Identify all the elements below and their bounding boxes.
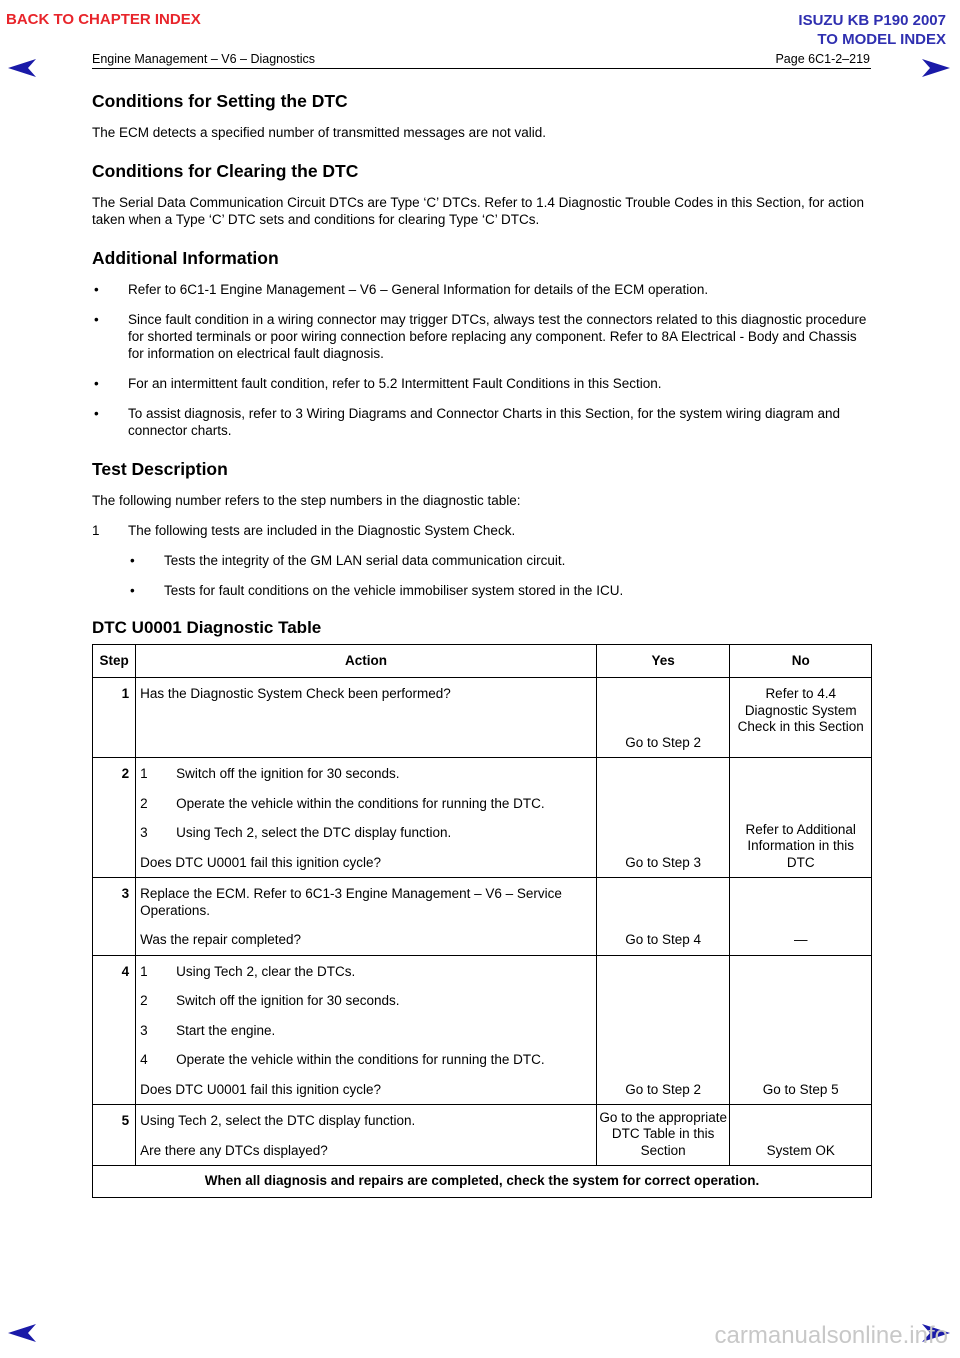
page-number: Page 6C1-2–219 [775,52,870,66]
back-to-chapter-index-link[interactable]: BACK TO CHAPTER INDEX [6,11,201,28]
sub-bullet-list [128,552,872,599]
no-cell: Refer to 4.4 Diagnostic System Check in this Section [730,678,872,758]
no-cell: Go to Step 5 [730,955,872,1105]
action-cell: Using Tech 2, select the DTC display function. Are there any DTCs displayed? [136,1105,597,1166]
page-content [92,90,872,1198]
bullet-icon: • [130,553,135,568]
item-number: 1 [92,523,100,538]
list-item: • For an intermittent fault condition, refer to 5.2 Intermittent Fault Conditions in this Section. [94,376,662,391]
section-heading: Conditions for Setting the DTC [92,91,348,111]
bullet-icon: • [94,406,99,421]
table-row [93,678,872,758]
list-item: • Since fault condition in a wiring connector may trigger DTCs, always test the connectors related to this diagnostic procedure for shorted terminals or poor wiring connection before replacing any component. Refer to 8A Electrical - Body and Chassis for information on electrical fault diagnosis. [94,312,867,361]
list-item: • Refer to 6C1-1 Engine Management – V6 – General Information for details of the ECM operation. [94,282,709,297]
to-model-index-link[interactable] [798,11,946,49]
page-header-title: Engine Management – V6 – Diagnostics [92,52,316,66]
model-index-label[interactable]: TO MODEL INDEX [817,31,946,48]
list-item: • Tests for fault conditions on the vehicle immobiliser system stored in the ICU. [130,583,624,598]
column-header-yes: Yes [596,645,730,678]
yes-cell: Go to Step 2 [596,955,730,1105]
section-text: The ECM detects a specified number of transmitted messages are not valid. [92,125,546,140]
table-row [93,878,872,956]
yes-cell: Go to Step 3 [596,758,730,878]
next-page-arrow-icon[interactable] [922,59,950,77]
item-text: The following tests are included in the Diagnostic System Check. [128,523,516,538]
yes-cell: Go to the appropriate DTC Table in this Section [596,1105,730,1166]
header-divider [92,68,871,69]
bullet-icon: • [94,312,99,327]
step-number: 1 [93,678,136,758]
step-number: 4 [93,955,136,1105]
yes-cell: Go to Step 2 [596,678,730,758]
list-item: • To assist diagnosis, refer to 3 Wiring Diagrams and Connector Charts in this Section, for the system wiring diagram and connector charts. [94,406,841,438]
yes-cell: Go to Step 4 [596,878,730,956]
bullet-list [92,281,872,439]
step-number: 3 [93,878,136,956]
table-footer-note: When all diagnosis and repairs are completed, check the system for correct operation. [93,1166,872,1198]
list-item: • Tests the integrity of the GM LAN serial data communication circuit. [130,553,566,568]
model-title[interactable]: ISUZU KB P190 2007 [798,12,946,29]
section-clearing [92,160,872,228]
no-cell: — [730,878,872,956]
section-heading: Test Description [92,459,228,479]
previous-page-arrow-icon[interactable] [8,59,36,77]
section-heading: Additional Information [92,248,279,268]
table-row [93,955,872,1105]
table-row [93,758,872,878]
section-text: The following number refers to the step numbers in the diagnostic table: [92,493,521,508]
section-additional-information [92,247,872,439]
bullet-icon: • [94,376,99,391]
numbered-item [92,522,872,539]
diagnostic-table [92,644,872,1198]
section-setting [92,90,872,141]
bullet-icon: • [130,583,135,598]
action-cell: 1 Switch off the ignition for 30 seconds. 2 Operate the vehicle within the conditions for running the DTC. 3 Using Tech 2, select the DTC display function. Does DTC U0001 fail this ignition cycle? [136,758,597,878]
bullet-icon: • [94,282,99,297]
no-cell: Refer to Additional Information in this DTC [730,758,872,878]
previous-page-arrow-bottom-icon[interactable] [8,1324,36,1342]
column-header-action: Action [136,645,597,678]
watermark: carmanualsonline.info [714,1322,948,1349]
no-cell: System OK [730,1105,872,1166]
step-number: 5 [93,1105,136,1166]
section-test-description [92,458,872,599]
column-header-step: Step [93,645,136,678]
step-number: 2 [93,758,136,878]
section-text: The Serial Data Communication Circuit DTCs are Type ‘C’ DTCs. Refer to 1.4 Diagnostic Trouble Codes in this Section, for action taken when a Type ‘C’ DTC sets and conditions for clearing Type ‘C’ DTCs. [92,195,865,227]
action-cell: Has the Diagnostic System Check been performed? [136,678,597,758]
table-title: DTC U0001 Diagnostic Table [92,618,322,637]
action-cell: Replace the ECM. Refer to 6C1-3 Engine Management – V6 – Service Operations. Was the repair completed? [136,878,597,956]
action-cell: 1 Using Tech 2, clear the DTCs. 2 Switch off the ignition for 30 seconds. 3 Start the engine. 4 Operate the vehicle within the conditions for running the DTC. Does DTC U0001 fail this ignition cycle? [136,955,597,1105]
table-header-row [93,645,872,678]
table-row [93,1105,872,1166]
column-header-no: No [730,645,872,678]
section-heading: Conditions for Clearing the DTC [92,161,359,181]
table-footer-row [93,1166,872,1198]
